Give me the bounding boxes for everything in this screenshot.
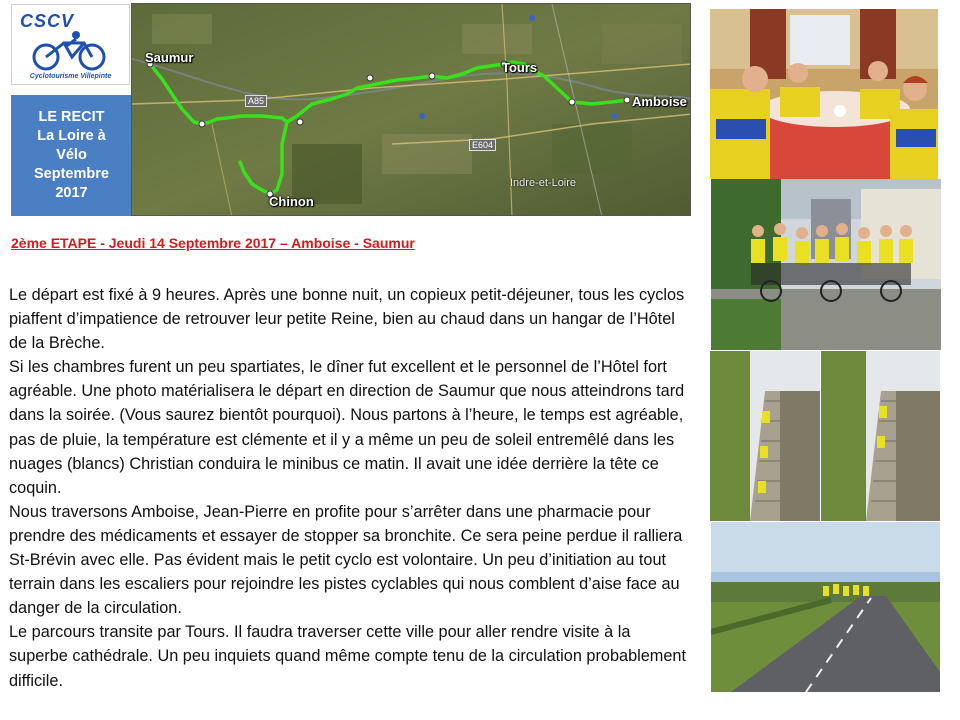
stage-heading: 2ème ETAPE - Jeudi 14 Septembre 2017 – Amboise - Saumur [11, 235, 415, 251]
logo-subtitle: Cyclotourisme Villepinte [29, 73, 112, 80]
title-line: Vélo [56, 147, 87, 163]
title-line: Septembre [34, 166, 109, 182]
logo-brand: CSCV [20, 11, 75, 31]
map-city-label: Tours [502, 60, 538, 75]
photo-stairs-right [821, 351, 940, 521]
photo-breakfast [710, 9, 938, 179]
photo-cycle-road [711, 522, 940, 692]
story-paragraph: Si les chambres furent un peu spartiates, le dîner fut excellent et le personnel de l’Hôtel fort agréable. Une photo matérialisera le départ en direction de Saumur que nous atteindrons tard dans la soirée. (Vous saurez bientôt pourquoi). Nous partons à l’heure, le temps est agréable, pas de pluie, la température est clémente et il y a même un peu de soleil entremêlé dans les nuages (blancs) Christian conduira le minibus ce matin. Il avait une idée derrière la tête ce coquin. [9, 358, 685, 497]
title-line: 2017 [55, 185, 88, 201]
title-line: La Loire à [37, 128, 106, 144]
route-map [131, 3, 691, 216]
story-paragraph: Le départ est fixé à 9 heures. Après une bonne nuit, un copieux petit-déjeuner, tous les cyclos piaffent d’impatience de retrouver leur petite Reine, bien au chaud dans un hangar de l’Hôtel de la Brèche. [9, 286, 685, 353]
map-city-label: Saumur [145, 50, 194, 65]
map-road-label: E604 [469, 139, 496, 151]
story-text [9, 283, 689, 693]
photo-group-start [711, 179, 941, 350]
map-city-label: Chinon [269, 194, 314, 209]
title-line: LE RECIT [38, 109, 105, 125]
map-region-label: Indre-et-Loire [510, 177, 577, 189]
map-city-label: Amboise [632, 94, 687, 109]
club-logo [11, 4, 130, 85]
title-box [11, 95, 132, 216]
photo-stairs-left [710, 351, 820, 521]
cyclist-icon [26, 31, 116, 71]
map-satellite-image [132, 4, 691, 216]
story-paragraph: Nous traversons Amboise, Jean-Pierre en profite pour s’arrêter dans une pharmacie pour prendre des médicaments et essayer de stopper sa bronchite. Ce sera peine perdue il ralliera St-Brévin avec elle. Pas évident mais le petit cyclo est volontaire. Un peu d’initiation au tout terrain dans les escaliers pour rejoindre les pistes cyclables qui nous comblent d’aise face au danger de la circulation. [9, 502, 683, 618]
map-road-label: A85 [245, 95, 267, 107]
story-paragraph: Le parcours transite par Tours. Il faudra traverser cette ville pour aller rendre visite à la superbe cathédrale. Un peu inquiets quand même compte tenu de la circulation probablement difficile. [9, 623, 686, 690]
